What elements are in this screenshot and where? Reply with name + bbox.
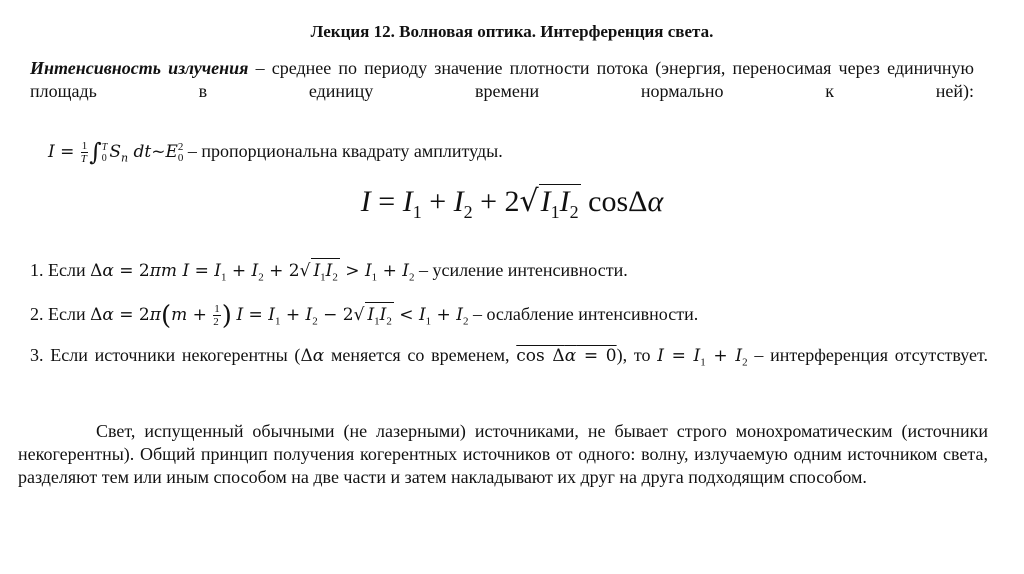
interference-formula: $I = I_1 + I_2 + 2√I_1I_2$ cosΔα <box>360 184 664 222</box>
definition-paragraph <box>30 57 974 103</box>
integral-formula: I = $\frac{1}{T}$ ∫ T 0 $S_n$ dt~E 2 0 <box>48 138 184 167</box>
condition-item-2: 2. Если Δα = 2π(m + $\frac{1}{2}$ ) $I = I_1 + I_2 - 2√$ $I_1I_2 < I_1 + I_2$ – ослабление интенсивности. <box>30 300 699 331</box>
page-title: Лекция 12. Волновая оптика. Интерференция света. <box>310 22 714 41</box>
item-3-suffix: – интерференция отсутствует. <box>747 345 988 365</box>
item-3-after: ), то <box>616 345 658 365</box>
item-3-middle: меняется со временем, <box>324 345 517 365</box>
intensity-integral-line <box>48 140 948 165</box>
integral-description: – пропорциональна квадрату амплитуды. <box>183 141 503 161</box>
item-2-suffix: – ослабление интенсивности. <box>468 304 699 324</box>
coherence-paragraph: Свет, испущенный обычными (не лазерными) источниками, не бывает строго монохроматическим (источники некогерентны). Общий принцип получения когерентных источников от одного: волну, излучаемую одним источником света, разделяют тем или иным способом на две части и затем накладывают их друг на друга подходящим способом. <box>18 421 988 487</box>
item-3-prefix: 3. Если источники некогерентны ( <box>30 345 301 365</box>
item-1-suffix: – усиление интенсивности. <box>414 260 628 280</box>
item-2-prefix: 2. Если <box>30 304 91 324</box>
definition-term: Интенсивность излучения <box>30 58 249 78</box>
item-1-prefix: 1. Если <box>30 260 91 280</box>
condition-item-3: 3. Если источники некогерентны (Δα меняется со временем, cos Δα = 0), то $I = I_1 + I_2$ – интерференция отсутствует. <box>30 345 988 369</box>
condition-item-1: 1. Если Δα = 2πm $I = I_1 + I_2 + 2√$ $I_1I_2 > I_1 + I_2$ – усиление интенсивности. <box>30 260 628 284</box>
definition-text: – среднее по периоду значение плотности потока (энергия, переносимая через единичную площадь в единицу времени нормально к ней): <box>30 58 975 101</box>
